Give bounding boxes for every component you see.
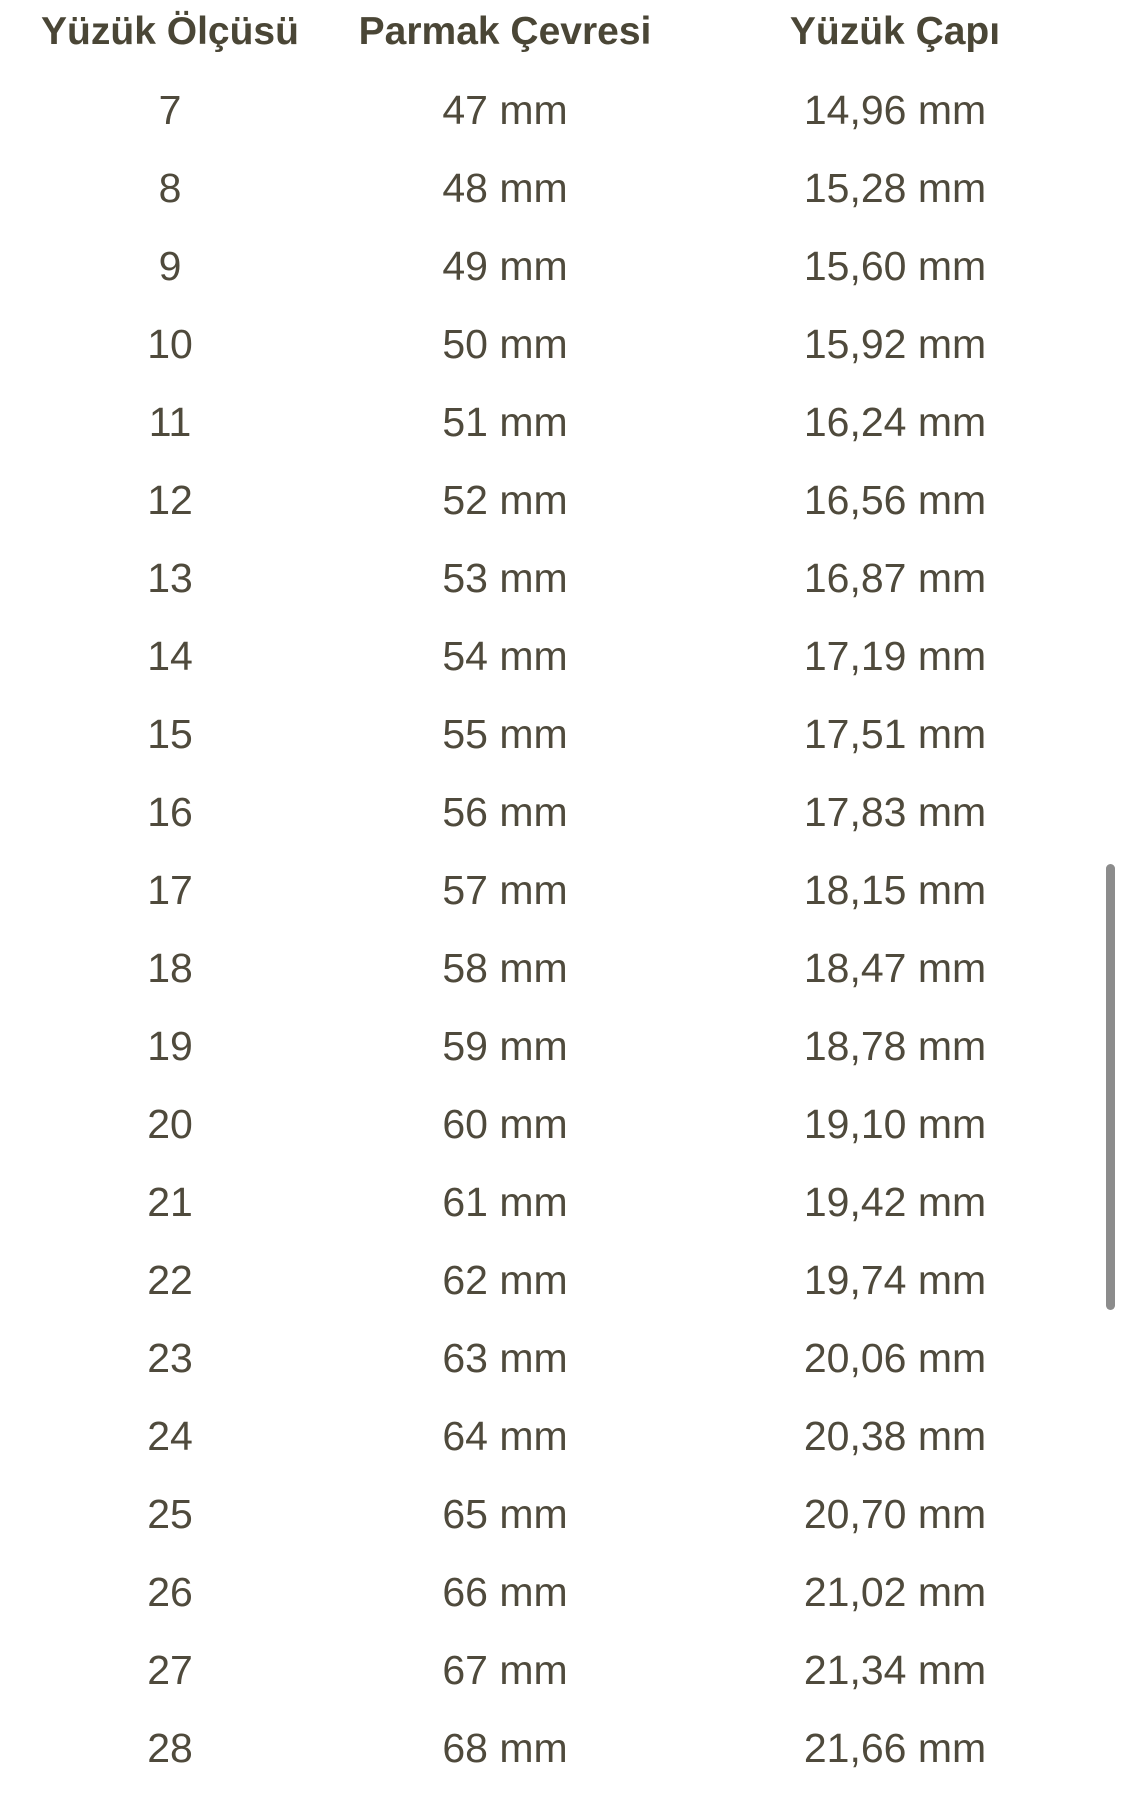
cell-finger-circumference: 55 mm — [442, 711, 568, 757]
cell-ring-diameter: 15,92 mm — [803, 321, 987, 367]
cell-ring-size: 21 — [147, 1179, 193, 1225]
cell-ring-size: 25 — [147, 1491, 193, 1537]
table-row — [0, 1716, 1125, 1794]
cell-ring-diameter: 18,47 mm — [803, 945, 987, 991]
cell-finger-circumference: 64 mm — [442, 1413, 568, 1459]
cell-ring-diameter: 18,78 mm — [803, 1023, 987, 1069]
cell-ring-diameter: 21,34 mm — [803, 1647, 987, 1693]
table-row — [0, 936, 1125, 1014]
table-row — [0, 1092, 1125, 1170]
cell-ring-diameter: 20,06 mm — [803, 1335, 987, 1381]
header-ring-size: Yüzük Ölçüsü — [41, 10, 299, 53]
cell-finger-circumference: 60 mm — [442, 1101, 568, 1147]
cell-ring-diameter: 20,38 mm — [803, 1413, 987, 1459]
table-row — [0, 702, 1125, 780]
table-row — [0, 156, 1125, 234]
cell-ring-size: 15 — [147, 711, 193, 757]
cell-ring-diameter: 17,19 mm — [803, 633, 987, 679]
cell-finger-circumference: 67 mm — [442, 1647, 568, 1693]
cell-ring-size: 9 — [158, 243, 182, 289]
table-row — [0, 312, 1125, 390]
cell-finger-circumference: 54 mm — [442, 633, 568, 679]
table-header-row — [0, 0, 1125, 64]
cell-finger-circumference: 56 mm — [442, 789, 568, 835]
cell-ring-size: 27 — [147, 1647, 193, 1693]
cell-finger-circumference: 63 mm — [442, 1335, 568, 1381]
cell-ring-size: 22 — [147, 1257, 193, 1303]
cell-finger-circumference: 48 mm — [442, 165, 568, 211]
cell-ring-size: 24 — [147, 1413, 193, 1459]
cell-ring-size: 18 — [147, 945, 193, 991]
cell-finger-circumference: 65 mm — [442, 1491, 568, 1537]
table-row — [0, 624, 1125, 702]
table-row — [0, 1248, 1125, 1326]
table-row — [0, 1014, 1125, 1092]
table-row — [0, 1482, 1125, 1560]
cell-ring-size: 20 — [147, 1101, 193, 1147]
table-row — [0, 390, 1125, 468]
cell-finger-circumference: 53 mm — [442, 555, 568, 601]
cell-finger-circumference: 51 mm — [442, 399, 568, 445]
cell-finger-circumference: 62 mm — [442, 1257, 568, 1303]
table-row — [0, 1326, 1125, 1404]
header-ring-diameter: Yüzük Çapı — [789, 10, 1001, 53]
cell-ring-size: 14 — [147, 633, 193, 679]
table-row — [0, 1638, 1125, 1716]
cell-ring-diameter: 15,28 mm — [803, 165, 987, 211]
table-row — [0, 234, 1125, 312]
cell-ring-diameter: 21,66 mm — [803, 1725, 987, 1771]
cell-finger-circumference: 66 mm — [442, 1569, 568, 1615]
cell-finger-circumference: 68 mm — [442, 1725, 568, 1771]
cell-ring-size: 16 — [147, 789, 193, 835]
cell-finger-circumference: 52 mm — [442, 477, 568, 523]
cell-ring-diameter: 15,60 mm — [803, 243, 987, 289]
cell-ring-diameter: 16,87 mm — [803, 555, 987, 601]
table-body — [0, 78, 1125, 1794]
cell-ring-diameter: 19,74 mm — [803, 1257, 987, 1303]
table-row — [0, 546, 1125, 624]
cell-finger-circumference: 57 mm — [442, 867, 568, 913]
table-row — [0, 1560, 1125, 1638]
table-row — [0, 858, 1125, 936]
cell-ring-diameter: 19,10 mm — [803, 1101, 987, 1147]
cell-ring-size: 17 — [147, 867, 193, 913]
cell-ring-size: 13 — [147, 555, 193, 601]
cell-ring-diameter: 16,24 mm — [803, 399, 987, 445]
cell-finger-circumference: 59 mm — [442, 1023, 568, 1069]
cell-ring-diameter: 17,51 mm — [803, 711, 987, 757]
cell-ring-diameter: 16,56 mm — [803, 477, 987, 523]
scrollbar-thumb[interactable] — [1106, 864, 1115, 1310]
cell-ring-size: 23 — [147, 1335, 193, 1381]
table-row — [0, 780, 1125, 858]
table-row — [0, 468, 1125, 546]
table-row — [0, 78, 1125, 156]
cell-ring-diameter: 19,42 mm — [803, 1179, 987, 1225]
cell-ring-size: 7 — [158, 87, 182, 133]
cell-ring-size: 28 — [147, 1725, 193, 1771]
cell-ring-size: 26 — [147, 1569, 193, 1615]
cell-finger-circumference: 49 mm — [442, 243, 568, 289]
cell-ring-size: 12 — [147, 477, 193, 523]
cell-ring-diameter: 20,70 mm — [803, 1491, 987, 1537]
cell-ring-size: 11 — [148, 399, 192, 445]
cell-ring-diameter: 21,02 mm — [803, 1569, 987, 1615]
table-row — [0, 1404, 1125, 1482]
cell-ring-size: 8 — [158, 165, 182, 211]
cell-ring-diameter: 18,15 mm — [803, 867, 987, 913]
cell-finger-circumference: 47 mm — [442, 87, 568, 133]
header-finger-circumference: Parmak Çevresi — [358, 10, 652, 53]
cell-finger-circumference: 50 mm — [442, 321, 568, 367]
cell-ring-diameter: 17,83 mm — [803, 789, 987, 835]
cell-finger-circumference: 61 mm — [442, 1179, 568, 1225]
cell-ring-size: 19 — [147, 1023, 193, 1069]
cell-ring-size: 10 — [147, 321, 193, 367]
cell-finger-circumference: 58 mm — [442, 945, 568, 991]
cell-ring-diameter: 14,96 mm — [803, 87, 987, 133]
table-row — [0, 1170, 1125, 1248]
